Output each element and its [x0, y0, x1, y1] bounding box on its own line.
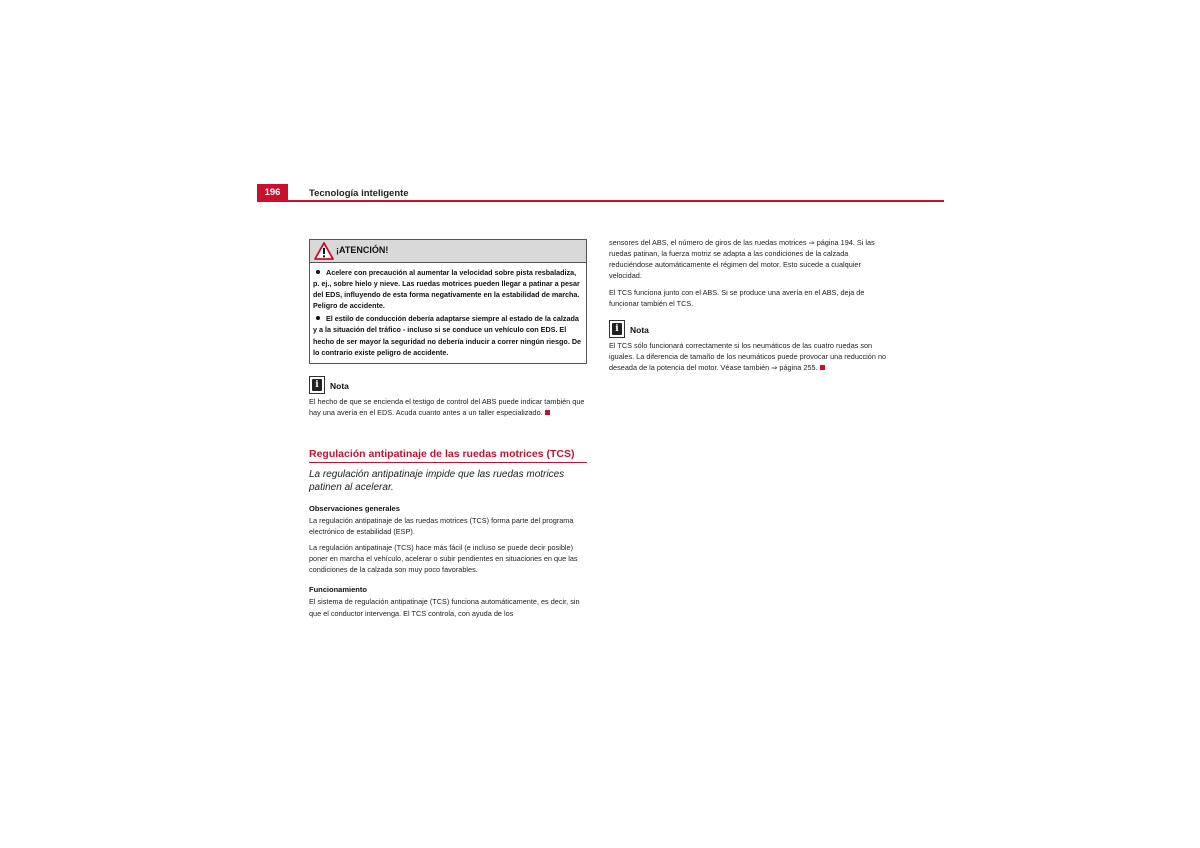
warning-item [313, 313, 583, 357]
running-head: Tecnología inteligente [309, 188, 409, 199]
bullet-icon [316, 316, 320, 320]
end-of-section-icon [545, 410, 550, 415]
note-header [309, 376, 587, 394]
note-text: El hecho de que se encienda el testigo de control del ABS puede indicar también que hay una avería en el EDS. Acuda cuanto antes a un taller especializado. [309, 396, 585, 417]
warning-item-text: Acelere con precaución al aumentar la velocidad sobre pista resbaladiza, p. ej., sobre hielo y nieve. Las ruedas motrices pueden llegar a patinar a pesar del EDS, influyendo de esta forma negativamente en la estabilidad de marcha. Peligro de accidente. [313, 268, 580, 311]
note-header [609, 320, 891, 338]
section-title: Regulación antipatinaje de las ruedas motrices (TCS) [309, 448, 587, 463]
header-rule [257, 200, 944, 202]
page-number: 196 [257, 184, 288, 201]
warning-title: ¡ATENCIÓN! [336, 245, 389, 255]
note-left [309, 376, 587, 418]
right-column [609, 237, 891, 373]
paragraph: La regulación antipatinaje de las ruedas motrices (TCS) forma parte del programa electrónico de estabilidad (ESP). [309, 515, 574, 537]
paragraph: El TCS funciona junto con el ABS. Si se produce una avería en el ABS, deja de funcionar también el TCS. [609, 288, 865, 309]
section-intro: La regulación antipatinaje impide que las ruedas motrices patinen al acelerar. [309, 468, 565, 493]
end-of-section-icon [820, 365, 825, 370]
warning-triangle-icon [314, 242, 334, 260]
bullet-icon [316, 270, 320, 274]
info-icon: i [609, 320, 625, 338]
note-right [609, 320, 891, 373]
paragraph: El sistema de regulación antipatinaje (TCS) funciona automáticamente, es decir, sin que el conductor intervenga. El TCS controla, con ayuda de los [309, 597, 580, 618]
warning-item [313, 267, 583, 311]
paragraph: La regulación antipatinaje (TCS) hace más fácil (e incluso se puede decir posible) poner en marcha el vehículo, acelerar o subir pendientes en situaciones en que las condiciones de la calzada son muy poco favorables. [309, 543, 578, 575]
left-column [309, 239, 587, 619]
warning-box [309, 239, 587, 364]
warning-item-text: El estilo de conducción debería adaptarse siempre al estado de la calzada y a la situación del tráfico - incluso si se conduce un vehículo con EDS. El hecho de ser mayor la seguridad no debería inducir a correr ningún riesgo. De lo contrario existe peligro de accidente. [313, 314, 582, 357]
subheading-function: Funcionamiento [309, 585, 367, 595]
paragraph: sensores del ABS, el número de giros de las ruedas motrices ⇒ página 194. Si las ruedas patinan, la fuerza motriz se adapta a las condiciones de la calzada reduciéndose automáticamente el régimen del motor. Esto sucede a cualquier velocidad. [609, 238, 875, 281]
note-title: Nota [330, 380, 349, 391]
warning-header [310, 240, 586, 263]
note-text: El TCS sólo funcionará correctamente si los neumáticos de las cuatro ruedas son iguales. La diferencia de tamaño de los neumáticos puede provocar una reducción no deseada de la potencia del motor. Véase también ⇒ página 255. [609, 340, 887, 372]
subheading-general: Observaciones generales [309, 503, 400, 513]
info-icon: i [309, 376, 325, 394]
note-title: Nota [630, 324, 649, 335]
warning-body [310, 263, 586, 363]
